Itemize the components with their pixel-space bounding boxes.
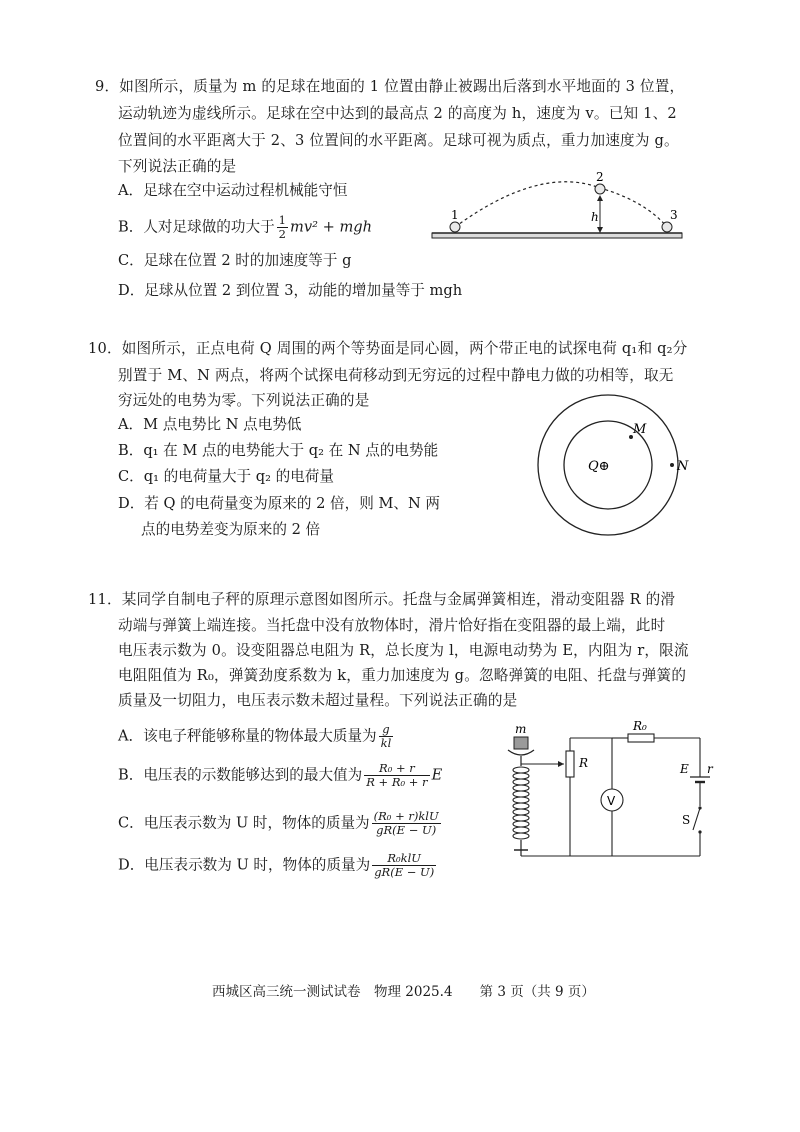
q10-line-2: 别置于 M、N 两点，将两个试探电荷移动到无穷远的过程中静电力做的功相等，取无 (118, 367, 674, 384)
q10-option-c: C．q₁ 的电荷量大于 q₂ 的电荷量 (118, 468, 334, 485)
q10-option-a: A．M 点电势比 N 点电势低 (118, 416, 302, 433)
q11-line-1: 11．某同学自制电子秤的原理示意图如图所示。托盘与金属弹簧相连，滑动变阻器 R 的滑 (88, 591, 676, 608)
q10-option-d-line-2: 点的电势差变为原来的 2 倍 (141, 521, 321, 538)
q11-option-b-denominator: R + R₀ + r (366, 775, 428, 789)
point-n (670, 463, 674, 467)
q11-option-c-denominator: gR(E − U) (376, 823, 437, 837)
spring (513, 767, 529, 839)
q11-option-a-fraction (379, 723, 394, 750)
q11-circuit-figure (500, 720, 730, 870)
label-m: m (515, 722, 527, 736)
q11-option-b-suffix: E (431, 766, 443, 784)
resistor-r0 (628, 734, 654, 742)
label-s: S (682, 813, 691, 827)
q11-option-c-numerator: (R₀ + r)klU (373, 809, 439, 823)
slider-pointer (558, 761, 564, 767)
q11-option-b (118, 762, 442, 789)
q11-line-5: 质量及一切阻力，电压表示数未超过量程。下列说法正确的是 (118, 692, 518, 709)
label-position-2: 2 (596, 170, 604, 184)
q10-option-b: B．q₁ 在 M 点的电势能大于 q₂ 在 N 点的电势能 (118, 442, 439, 459)
ball-position-1 (450, 222, 460, 232)
q11-option-b-numerator: R₀ + r (364, 762, 429, 776)
q9-option-d: D．足球从位置 2 到位置 3，动能的增加量等于 mgh (118, 282, 463, 299)
q11-option-a (118, 723, 395, 750)
q11-option-b-fraction (364, 762, 429, 789)
q11-option-b-prefix: B．电压表的示数能够达到的最大值为 (118, 766, 363, 784)
q11-option-c-prefix: C．电压表示数为 U 时，物体的质量为 (118, 814, 370, 832)
q11-option-a-prefix: A．该电子秤能够称量的物体最大质量为 (118, 727, 377, 745)
q9-option-b-prefix: B．人对足球做的功大于 (118, 218, 275, 236)
ball-position-2 (595, 184, 605, 194)
q10-equipotential-figure (540, 395, 720, 545)
q11-option-a-numerator: g (379, 723, 394, 737)
label-r0: R₀ (633, 719, 647, 733)
label-e: E (680, 762, 689, 776)
tray (508, 750, 534, 755)
q9-trajectory-figure (430, 170, 690, 245)
label-height-h: h (591, 210, 599, 224)
label-v: V (607, 794, 616, 808)
label-n: N (677, 459, 689, 474)
q9-line-1: 9．如图所示，质量为 m 的足球在地面的 1 位置由静止被踢出后落到水平地面的 3 位置， (95, 78, 685, 95)
height-arrow-up (597, 195, 603, 201)
q10-line-1: 10．如图所示，正点电荷 Q 周围的两个等势面是同心圆，两个带正电的试探电荷 q₁和 q₂分 (88, 340, 688, 357)
q11-option-d-numerator: R₀klU (372, 852, 436, 866)
switch-lever (693, 808, 700, 830)
q9-option-c: C．足球在位置 2 时的加速度等于 g (118, 252, 352, 269)
q9-option-b-denominator: 2 (278, 227, 286, 241)
q9-option-b-numerator: 1 (278, 213, 286, 227)
charge-q-label: Q⊕ (588, 459, 610, 474)
q9-option-b-suffix: mv² + mgh (290, 218, 373, 236)
q9-option-b (118, 214, 372, 241)
q10-option-d-line-1: D．若 Q 的电荷量变为原来的 2 倍，则 M、N 两 (118, 495, 440, 512)
q11-option-a-denominator: kl (380, 736, 392, 750)
q11-option-d-prefix: D．电压表示数为 U 时，物体的质量为 (118, 856, 371, 874)
label-m: M (633, 422, 647, 437)
label-internal-r: r (707, 762, 713, 776)
page-footer: 西城区高三统一测试试卷 物理 2025.4 第 3 页（共 9 页） (212, 984, 595, 1000)
q10-line-3: 穷远处的电势为零。下列说法正确的是 (118, 392, 370, 409)
q11-option-d-fraction (372, 852, 436, 879)
q11-line-2: 动端与弹簧上端连接。当托盘中没有放物体时，滑片恰好指在变阻器的最上端，此时 (118, 617, 666, 634)
mass-block (514, 737, 528, 749)
label-position-1: 1 (451, 208, 459, 222)
q11-option-d (118, 852, 438, 879)
q11-line-4: 电阻阻值为 R₀，弹簧劲度系数为 k，重力加速度为 g。忽略弹簧的电阻、托盘与弹簧的 (118, 667, 687, 684)
height-arrow-down (597, 227, 603, 233)
q9-line-3: 位置间的水平距离大于 2、3 位置间的水平距离。足球可视为质点，重力加速度为 g。 (118, 132, 679, 149)
q9-line-2: 运动轨迹为虚线所示。足球在空中达到的最高点 2 的高度为 h，速度为 v。已知 1、2 (118, 105, 677, 122)
label-position-3: 3 (670, 208, 678, 222)
label-r: R (579, 756, 589, 770)
q9-option-b-fraction (277, 214, 288, 241)
q11-option-c (118, 810, 443, 837)
rheostat-r (566, 751, 574, 777)
q11-option-d-denominator: gR(E − U) (374, 865, 435, 879)
trajectory-dashed-path (455, 182, 667, 227)
q9-option-a: A．足球在空中运动过程机械能守恒 (118, 182, 348, 199)
q11-line-3: 电压表示数为 0。设变阻器总电阻为 R，总长度为 l，电源电动势为 E，内阻为 r，限流 (118, 642, 689, 659)
q9-line-4: 下列说法正确的是 (118, 158, 237, 175)
ball-position-3 (662, 222, 672, 232)
q11-option-c-fraction (372, 810, 441, 837)
